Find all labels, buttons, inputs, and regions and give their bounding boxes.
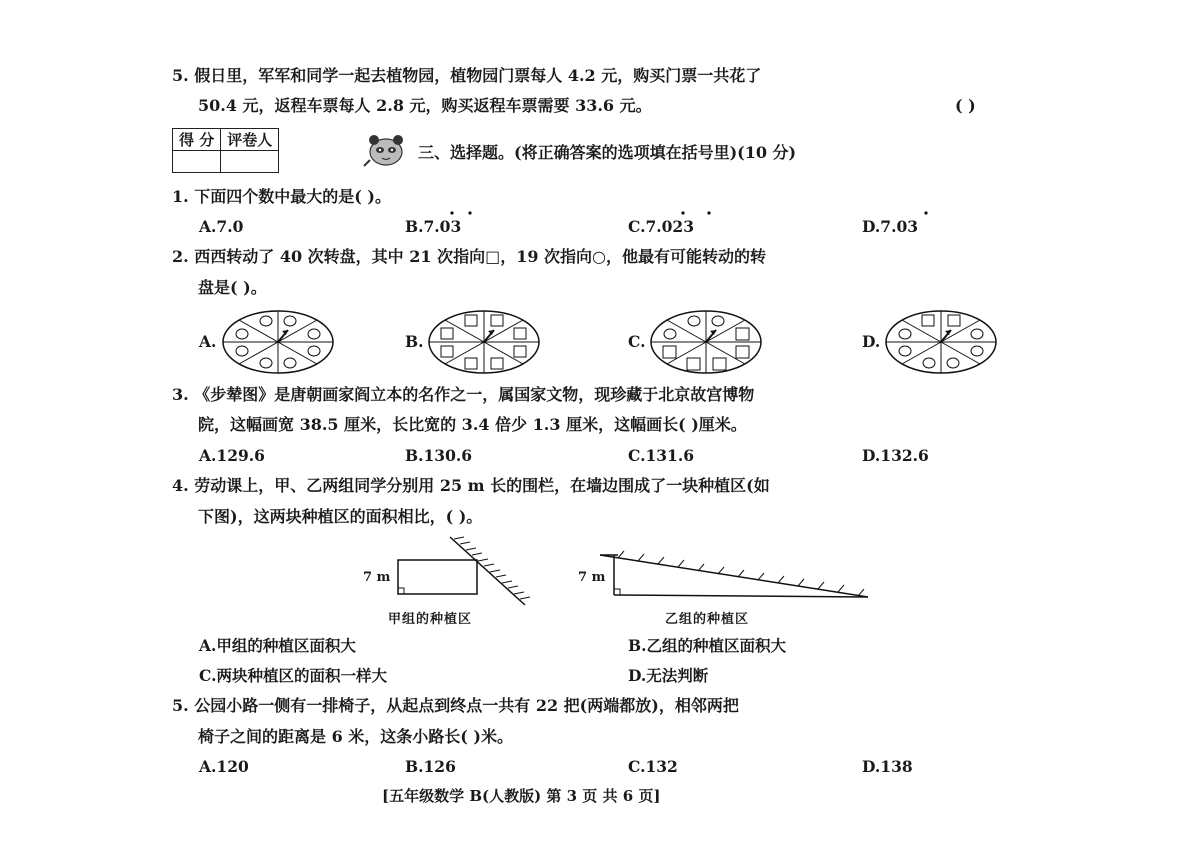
q1-option-c[interactable]: C.7.023 xyxy=(628,217,694,236)
q5-option-b[interactable]: B.126 xyxy=(405,757,456,776)
q1-option-d[interactable]: D.7.03 xyxy=(862,217,919,236)
q4-option-d[interactable]: D.无法判断 xyxy=(628,666,709,685)
q1-stem: 1. 下面四个数中最大的是( )。 xyxy=(172,187,391,206)
q3-line2: 院，这幅画宽 38.5 厘米，长比宽的 3.4 倍少 1.3 厘米，这幅画长( )厘米。 xyxy=(198,415,747,434)
fig-yi-height-label: 7 m xyxy=(578,570,606,585)
q2-option-b-label[interactable]: B. xyxy=(405,332,424,351)
q4-line2: 下图)，这两块种植区的面积相比，( )。 xyxy=(198,507,483,526)
q4-option-c[interactable]: C.两块种植区的面积一样大 xyxy=(199,666,387,685)
fig-yi-caption: 乙组的种植区 xyxy=(665,612,750,627)
judge-q5-answer-paren[interactable]: ( ) xyxy=(955,96,976,115)
q2-option-d-label[interactable]: D. xyxy=(862,332,881,351)
fig-jia-caption: 甲组的种植区 xyxy=(388,612,473,627)
q5-line1: 5. 公园小路一侧有一排椅子，从起点到终点一共有 22 把(两端都放)，相邻两把 xyxy=(172,696,739,715)
q1-option-a[interactable]: A.7.0 xyxy=(199,217,244,236)
section-title: 三、选择题。(将正确答案的选项填在括号里)(10 分) xyxy=(418,143,797,162)
judge-q5-line2: 50.4 元，返程车票每人 2.8 元，购买返程车票需要 33.6 元。 xyxy=(198,96,652,115)
q2-line1: 2. 西西转动了 40 次转盘，其中 21 次指向□，19 次指向○，他最有可能转动的转 xyxy=(172,247,767,266)
q3-option-a[interactable]: A.129.6 xyxy=(199,446,265,465)
q4-option-a[interactable]: A.甲组的种植区面积大 xyxy=(199,636,356,655)
q5-option-a[interactable]: A.120 xyxy=(199,757,249,776)
score-label: 得 分 xyxy=(173,129,221,151)
q2-option-a-label[interactable]: A. xyxy=(199,332,217,351)
fig-jia-height-label: 7 m xyxy=(363,570,391,585)
q3-option-b[interactable]: B.130.6 xyxy=(405,446,473,465)
figure-yi-plot xyxy=(598,545,873,605)
q1-option-b[interactable]: B.7.03 xyxy=(405,217,462,236)
q2-option-c-label[interactable]: C. xyxy=(628,332,646,351)
figure-jia-plot xyxy=(390,535,540,610)
q3-option-d[interactable]: D.132.6 xyxy=(862,446,929,465)
spinner-a[interactable] xyxy=(222,310,334,374)
page-footer: [五年级数学 B(人教版) 第 3 页 共 6 页] xyxy=(382,787,661,805)
q3-line1: 3. 《步辇图》是唐朝画家阎立本的名作之一，属国家文物，现珍藏于北京故宫博物 xyxy=(172,385,755,404)
q5-option-d[interactable]: D.138 xyxy=(862,757,913,776)
q2-line2: 盘是( )。 xyxy=(198,278,267,297)
q4-line1: 4. 劳动课上，甲、乙两组同学分别用 25 m 长的围栏，在墙边围成了一块种植区(如 xyxy=(172,476,770,495)
judge-q5-line1: 5. 假日里，军军和同学一起去植物园，植物园门票每人 4.2 元，购买门票一共花了 xyxy=(172,66,762,85)
spinner-b[interactable] xyxy=(428,310,540,374)
grader-label: 评卷人 xyxy=(221,129,279,151)
q3-option-c[interactable]: C.131.6 xyxy=(628,446,694,465)
q4-option-b[interactable]: B.乙组的种植区面积大 xyxy=(628,636,786,655)
q5-line2: 椅子之间的距离是 6 米，这条小路长( )米。 xyxy=(198,727,513,746)
q5-option-c[interactable]: C.132 xyxy=(628,757,678,776)
spinner-c[interactable] xyxy=(650,310,762,374)
spinner-d[interactable] xyxy=(885,310,997,374)
